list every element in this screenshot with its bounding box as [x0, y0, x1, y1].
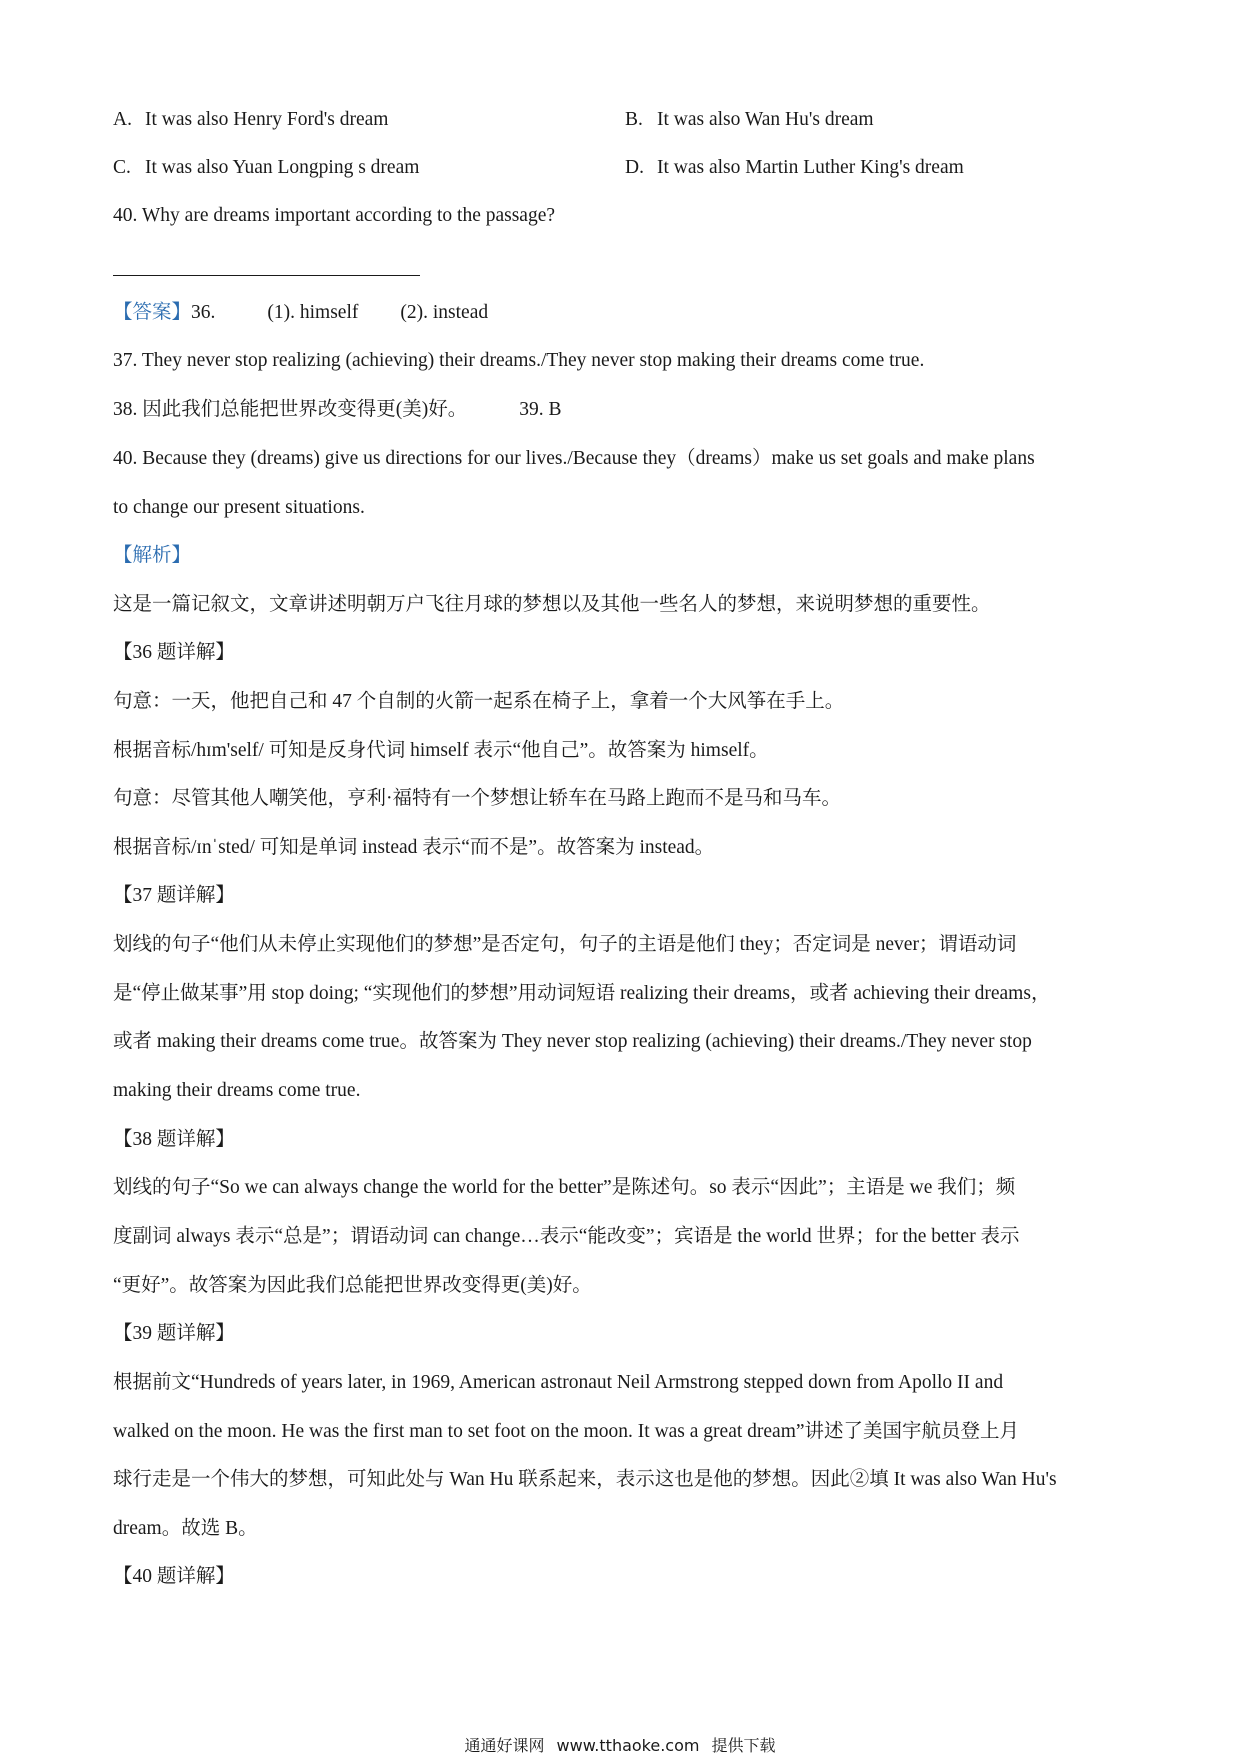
option-text: It was also Yuan Longping s dream [145, 157, 420, 178]
analysis-label: 【解析】 [113, 545, 192, 566]
q36-detail-line: 句意：一天，他把自己和 47 个自制的火箭一起系在椅子上，拿着一个大风筝在手上。 [113, 691, 845, 712]
answer-blank-line [113, 275, 420, 276]
q37-detail-line: 是“停止做某事”用 stop doing; “实现他们的梦想”用动词短语 realizing their dreams，或者 achieving their dreams， [113, 983, 1051, 1004]
q36-detail-title: 【36 题详解】 [113, 642, 235, 663]
answer-38-39 [113, 400, 562, 420]
option-letter: B. [625, 109, 643, 130]
q37-detail-line: making their dreams come true. [113, 1080, 361, 1101]
option-d [625, 157, 964, 179]
q36-number: 36. [191, 302, 216, 323]
q37-detail-line: 或者 making their dreams come true。故答案为 They never stop realizing (achieving) their dreams./They never stop [113, 1031, 1032, 1052]
q38-detail-line: “更好”。故答案为因此我们总能把世界改变得更(美)好。 [113, 1275, 592, 1296]
option-text: It was also Henry Ford's dream [145, 109, 389, 130]
option-letter: D. [625, 157, 644, 178]
answer-40-line-2: to change our present situations. [113, 497, 365, 518]
q38-detail-line: 划线的句子“So we can always change the world for the better”是陈述句。so 表示“因此”；主语是 we 我们；频 [113, 1177, 1016, 1198]
footer-suffix: 提供下载 [711, 1736, 776, 1755]
q36-detail-line: 根据音标/hɪm'self/ 可知是反身代词 himself 表示“他自己”。故答案为 himself。 [113, 740, 769, 761]
footer-site-name: 通通好课网 [464, 1736, 545, 1755]
q37-detail-line: 划线的句子“他们从未停止实现他们的梦想”是否定句，句子的主语是他们 they；否定词是 never；谓语动词 [113, 934, 1017, 955]
footer-url[interactable]: www.tthaoke.com [556, 1736, 700, 1755]
answer-line-36 [113, 303, 488, 323]
option-text: It was also Martin Luther King's dream [657, 157, 964, 178]
answer-40-line-1: 40. Because they (dreams) give us directions for our lives./Because they（dreams）make us set goals and make plans [113, 448, 1035, 469]
q38-detail-line: 度副词 always 表示“总是”；谓语动词 can change…表示“能改变”；宾语是 the world 世界；for the better 表示 [113, 1226, 1020, 1247]
q39-detail-title: 【39 题详解】 [113, 1323, 235, 1344]
q36-answer-1: (1). himself [267, 302, 359, 323]
answer-37: 37. They never stop realizing (achieving) their dreams./They never stop making their dreams come true. [113, 350, 925, 371]
q36-answer-2: (2). instead [400, 302, 489, 323]
option-letter: C. [113, 157, 131, 178]
q39-detail-line: 球行走是一个伟大的梦想，可知此处与 Wan Hu 联系起来，表示这也是他的梦想。因此②填 It was also Wan Hu's [113, 1469, 1057, 1490]
q38-detail-title: 【38 题详解】 [113, 1129, 235, 1150]
answer-label: 【答案】 [113, 302, 192, 323]
option-letter: A. [113, 109, 132, 130]
answer-39: 39. B [519, 399, 562, 420]
q40-detail-title: 【40 题详解】 [113, 1566, 235, 1587]
page-footer [0, 1733, 1240, 1756]
analysis-summary: 这是一篇记叙文，文章讲述明朝万户飞往月球的梦想以及其他一些名人的梦想，来说明梦想的重要性。 [113, 594, 991, 615]
q37-detail-title: 【37 题详解】 [113, 885, 235, 906]
option-c [113, 157, 419, 179]
answer-38: 38. 因此我们总能把世界改变得更(美)好。 [113, 399, 468, 420]
q36-detail-line: 句意：尽管其他人嘲笑他，亨利·福特有一个梦想让轿车在马路上跑而不是马和马车。 [113, 788, 841, 809]
option-b [625, 109, 874, 131]
q36-detail-line: 根据音标/ɪnˈsted/ 可知是单词 instead 表示“而不是”。故答案为 instead。 [113, 837, 715, 858]
q39-detail-line: walked on the moon. He was the first man to set foot on the moon. It was a great dream”讲述了美国宇航员登上月 [113, 1421, 1020, 1442]
q39-detail-line: 根据前文“Hundreds of years later, in 1969, American astronaut Neil Armstrong stepped down from Apollo II and [113, 1372, 1004, 1393]
option-a [113, 109, 388, 131]
q39-detail-line: dream。故选 B。 [113, 1518, 258, 1539]
question-40: 40. Why are dreams important according to the passage? [113, 205, 556, 226]
option-text: It was also Wan Hu's dream [657, 109, 874, 130]
